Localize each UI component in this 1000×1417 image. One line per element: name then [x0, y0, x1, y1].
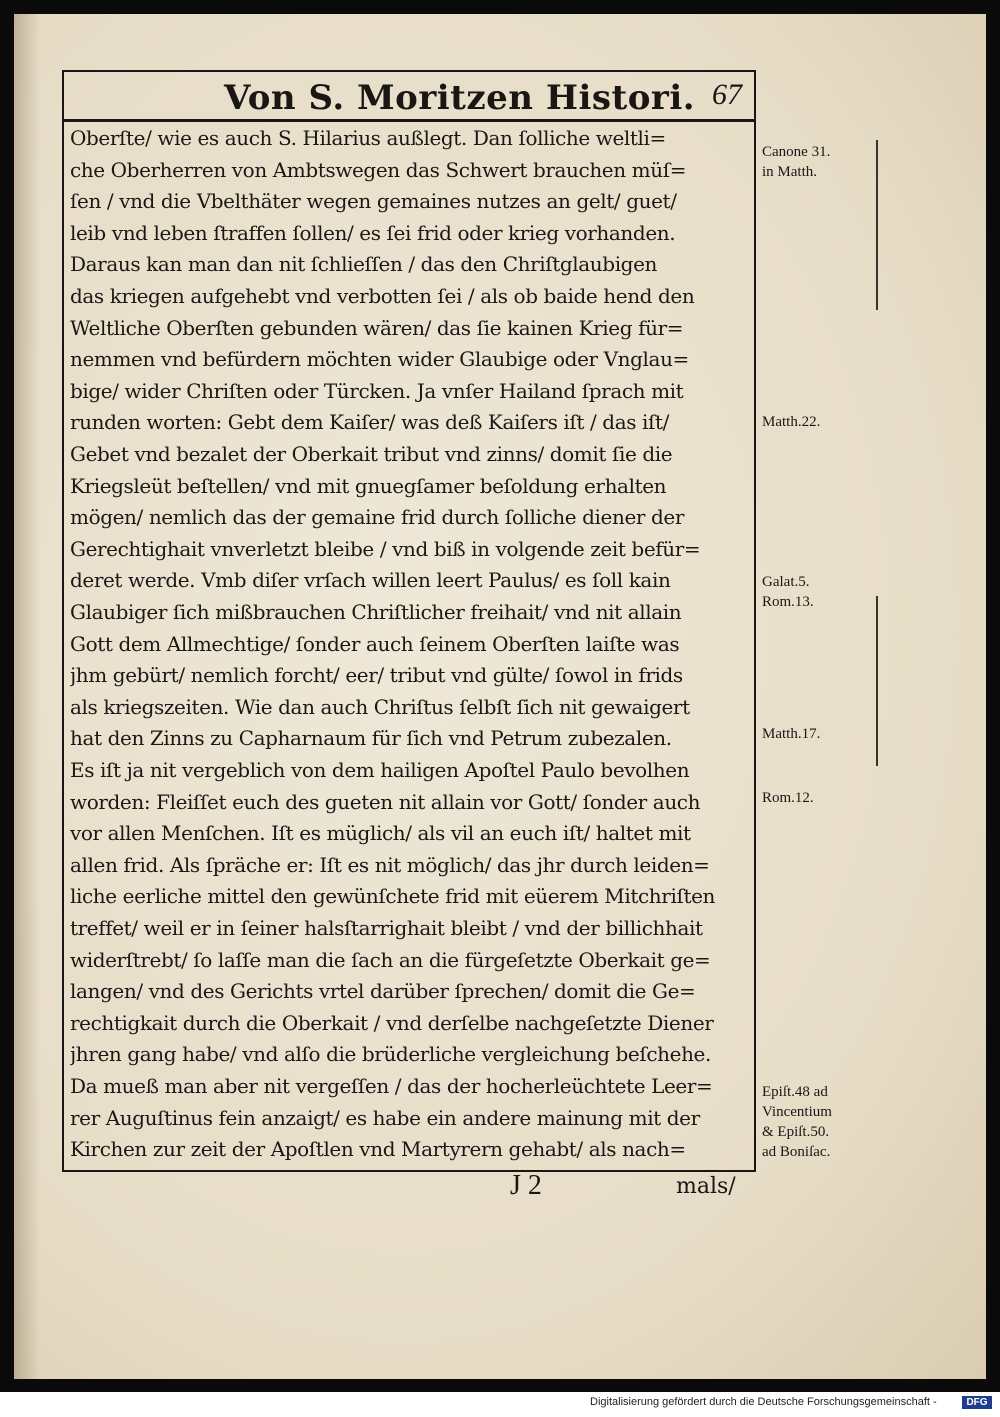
text-line: Kirchen zur zeit der Apoſtlen vnd Martyrern gehabt/ als nach=	[70, 1137, 686, 1161]
text-line: Oberſte/ wie es auch S. Hilarius außlegt. Dan ſolliche weltli=	[70, 126, 666, 150]
text-line: liche eerliche mittel den gewünſchete frid mit eüerem Mitchriſten	[70, 884, 715, 908]
signature-mark: J 2	[510, 1170, 542, 1201]
margin-note: Matth.17.	[762, 726, 821, 742]
margin-note: Matth.22.	[762, 414, 821, 430]
text-line: Glaubiger ſich mißbrauchen Chriſtlicher freihait/ vnd nit allain	[70, 600, 682, 624]
text-block	[62, 122, 756, 1172]
text-line: Da mueß man aber nit vergeſſen / das der hocherleüchtete Leer=	[70, 1074, 713, 1098]
text-line: bige/ wider Chriſten oder Türcken. Ja vnſer Hailand ſprach mit	[70, 379, 684, 403]
text-line: das kriegen aufgehebt vnd verbotten ſei / als ob baide hend den	[70, 284, 695, 308]
page-gutter-shadow	[14, 14, 40, 1379]
text-line: widerſtrebt/ ſo laſſe man die ſach an die fürgeſetzte Oberkait ge=	[70, 948, 711, 972]
text-line: Es iſt ja nit vergeblich von dem hailigen Apoſtel Paulo bevolhen	[70, 758, 690, 782]
margin-note: Canone 31. in Matth.	[762, 144, 831, 180]
text-line: Gebet vnd bezalet der Oberkait tribut vnd zinns/ domit ſie die	[70, 442, 673, 466]
running-title: Von S. Moritzen Histori.	[224, 78, 696, 118]
dfg-logo: DFG	[962, 1396, 992, 1409]
text-line: worden: Fleiſſet euch des gueten nit allain vor Gott/ ſonder auch	[70, 790, 701, 814]
text-line: Kriegsleüt beſtellen/ vnd mit gnuegſamer beſoldung erhalten	[70, 474, 667, 498]
text-line: mögen/ nemlich das der gemaine frid durch ſolliche diener der	[70, 505, 685, 529]
text-line: jhm gebürt/ nemlich forcht/ eer/ tribut vnd gülte/ ſowol in frids	[70, 663, 683, 687]
text-line: ſen / vnd die Vbelthäter wegen gemaines nutzes an gelt/ guet/	[70, 189, 677, 213]
text-line: treffet/ weil er in ſeiner halsſtarrighait bleibt / vnd der billichhait	[70, 916, 703, 940]
margin-rule	[876, 140, 878, 310]
text-line: rer Auguſtinus fein anzaigt/ es habe ein andere mainung mit der	[70, 1106, 700, 1130]
text-line: Weltliche Oberſten gebunden wären/ das ſie kainen Krieg für=	[70, 316, 684, 340]
text-line: langen/ vnd des Gerichts vrtel darüber ſprechen/ domit die Ge=	[70, 979, 696, 1003]
text-line: hat den Zinns zu Capharnaum für ſich vnd Petrum zubezalen.	[70, 726, 672, 750]
text-line: nemmen vnd befürdern möchten wider Glaubige oder Vnglau=	[70, 347, 689, 371]
text-line: Gerechtighait vnverletzt bleibe / vnd biß in volgende zeit befür=	[70, 537, 701, 561]
text-line: jhren gang habe/ vnd alſo die brüderliche vergleichung beſchehe.	[70, 1042, 711, 1066]
margin-note: Rom.12.	[762, 790, 814, 806]
text-line: als kriegszeiten. Wie dan auch Chriſtus ſelbſt ſich nit gewaigert	[70, 695, 690, 719]
digitization-credit: Digitalisierung gefördert durch die Deutsche Forschungsgemeinschaft -	[590, 1396, 937, 1408]
text-line: deret werde. Vmb diſer vrſach willen leert Paulus/ es ſoll kain	[70, 568, 671, 592]
text-line: runden worten: Gebt dem Kaiſer/ was deß Kaiſers iſt / das iſt/	[70, 410, 670, 434]
text-line: rechtigkait durch die Oberkait / vnd derſelbe nachgeſetzte Diener	[70, 1011, 714, 1035]
margin-rule	[876, 596, 878, 766]
page-number: 67	[712, 78, 742, 111]
text-line: leib vnd leben ſtraffen ſollen/ es ſei frid oder krieg vorhanden.	[70, 221, 676, 245]
text-line: Daraus kan man dan nit ſchlieſſen / das den Chriſtglaubigen	[70, 252, 658, 276]
catchword: mals/	[676, 1174, 736, 1199]
text-line: Gott dem Allmechtige/ ſonder auch ſeinem Oberſten laiſte was	[70, 632, 680, 656]
text-line: allen frid. Als ſpräche er: Iſt es nit möglich/ das jhr durch leiden=	[70, 853, 710, 877]
margin-note: Epiſt.48 ad Vincentium & Epiſt.50. ad Boniſac.	[762, 1084, 832, 1160]
text-line: vor allen Menſchen. Iſt es müglich/ als vil an euch iſt/ haltet mit	[70, 821, 691, 845]
text-line: che Oberherren von Ambtswegen das Schwert brauchen müſ=	[70, 158, 687, 182]
margin-note: Galat.5. Rom.13.	[762, 574, 814, 610]
running-header	[62, 70, 756, 122]
